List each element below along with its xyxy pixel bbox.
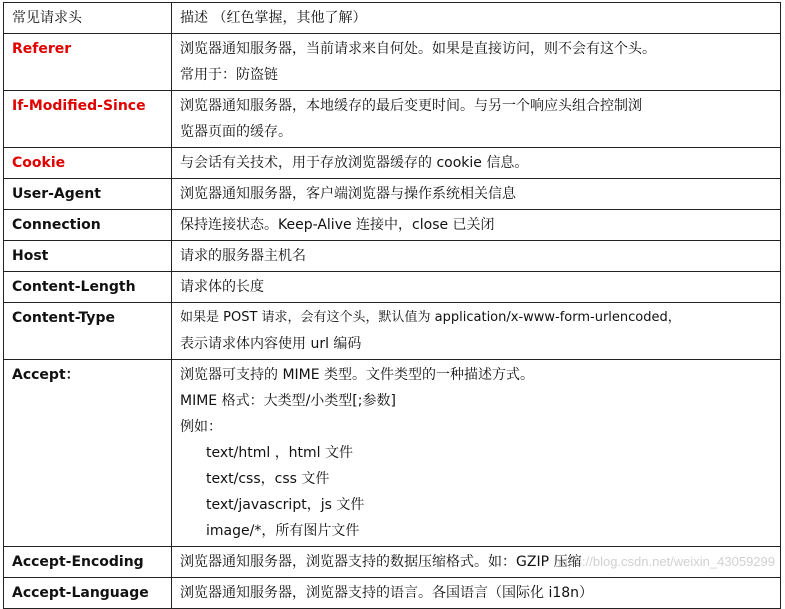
header-name: Referer (4, 34, 172, 91)
header-name-cell: 常见请求头 (4, 3, 172, 34)
header-name: Cookie (4, 148, 172, 179)
desc-line: 浏览器通知服务器，本地缓存的最后变更时间。与另一个响应头组合控制浏 (180, 98, 642, 114)
header-description (172, 210, 781, 241)
header-description (172, 179, 781, 210)
table-row-content-length (4, 272, 781, 303)
desc-line: 与会话有关技术，用于存放浏览器缓存的 cookie 信息。 (180, 155, 529, 171)
desc-line: 览器页面的缓存。 (180, 124, 292, 140)
request-headers-table (3, 2, 781, 609)
header-description (172, 360, 781, 547)
desc-line: 浏览器通知服务器，浏览器支持的语言。各国语言（国际化 i18n） (180, 585, 594, 601)
header-name: If-Modified-Since (4, 91, 172, 148)
desc-line: 浏览器通知服务器，浏览器支持的数据压缩格式。如：GZIP 压缩 (180, 554, 582, 570)
header-description (172, 91, 781, 148)
desc-line: 保持连接状态。Keep-Alive 连接中，close 已关闭 (180, 217, 495, 233)
header-desc-cell: 描述 （红色掌握，其他了解） (172, 3, 781, 34)
desc-example-line: text/javascript，js 文件 (206, 497, 365, 513)
desc-line: MIME 格式：大类型/小类型[;参数] (180, 393, 396, 409)
desc-line: 浏览器可支持的 MIME 类型。文件类型的一种描述方式。 (180, 367, 535, 383)
desc-line: 常用于：防盗链 (180, 67, 278, 83)
header-name: Accept： (4, 360, 172, 547)
desc-example-line: text/css，css 文件 (206, 471, 330, 487)
header-name: Accept-Encoding (4, 547, 172, 578)
table-row-if-modified-since (4, 91, 781, 148)
header-name: Accept-Language (4, 578, 172, 609)
table-row-accept-language (4, 578, 781, 609)
header-name: User-Agent (4, 179, 172, 210)
table-row-user-agent (4, 179, 781, 210)
table-header-row (4, 3, 781, 34)
watermark: https://blog.csdn.net/weixin_43059299 (553, 554, 775, 569)
desc-example-line: text/html ，html 文件 (206, 445, 354, 461)
desc-example-line: image/*，所有图片文件 (206, 523, 360, 539)
table-row-host (4, 241, 781, 272)
desc-line: 表示请求体内容使用 url 编码 (180, 336, 362, 352)
table-row-content-type (4, 303, 781, 360)
desc-line: 如果是 POST 请求，会有这个头，默认值为 application/x-www-form-urlencoded， (180, 310, 681, 325)
header-description (172, 241, 781, 272)
table-row-accept (4, 360, 781, 547)
header-name: Connection (4, 210, 172, 241)
desc-line: 请求的服务器主机名 (180, 248, 306, 264)
desc-line: 浏览器通知服务器，当前请求来自何处。如果是直接访问，则不会有这个头。 (180, 41, 656, 57)
table-row-referer (4, 34, 781, 91)
header-description (172, 272, 781, 303)
header-description (172, 148, 781, 179)
header-description (172, 578, 781, 609)
table-row-connection (4, 210, 781, 241)
header-description (172, 34, 781, 91)
table-row-cookie (4, 148, 781, 179)
header-description (172, 303, 781, 360)
header-name: Content-Type (4, 303, 172, 360)
header-name: Content-Length (4, 272, 172, 303)
desc-line: 请求体的长度 (180, 279, 264, 295)
header-name: Host (4, 241, 172, 272)
desc-line: 例如： (180, 419, 222, 435)
desc-line: 浏览器通知服务器，客户端浏览器与操作系统相关信息 (180, 186, 516, 202)
